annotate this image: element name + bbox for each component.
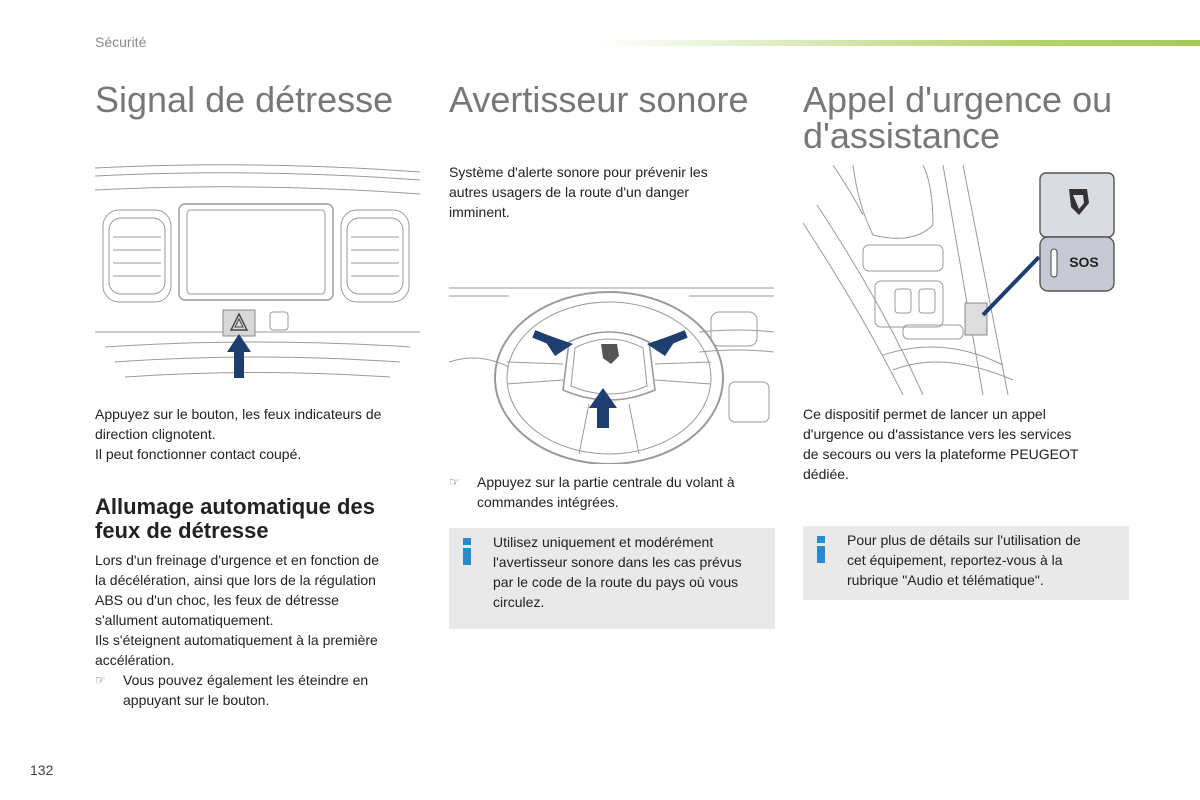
horn-info-box [449,528,775,629]
section-label: Sécurité [95,34,147,50]
dashboard-hazard-illustration [95,162,420,394]
sos-label: SOS [1069,254,1099,270]
arrow-icon [647,330,688,356]
steering-wheel-illustration [449,272,774,464]
hand-pointer-icon: ☞ [449,475,460,489]
hazard-description: Appuyez sur le bouton, les feux indicateurs de direction clignotent. Il peut fonctionner contact coupé. [95,406,382,462]
horn-intro: Système d'alerte sonore pour prévenir les autres usagers de la route d'un danger imminent. [449,164,708,220]
horn-bullet [449,472,735,512]
title-appel-urgence: Appel d'urgence ou d'assistance [803,79,1113,156]
hand-pointer-icon: ☞ [95,673,106,687]
title-avertisseur-sonore: Avertisseur sonore [449,79,749,120]
page-number: 132 [30,762,54,778]
peugeot-lion-icon [601,344,619,364]
sos-console-illustration [803,165,1128,395]
bullet-item: ☞ Vous pouvez également les éteindre en appuyant sur le bouton. [95,672,369,708]
arrow-icon [532,330,573,356]
arrow-icon [227,334,251,378]
auto-hazard-description: Lors d'un freinage d'urgence et en fonction de la décélération, ainsi que lors de la régulation ABS ou d'un choc, les feux de détresse s'allument automatiquement. Ils s'éteignent automatiquement à la première accélération. ☞ Vous pouvez également les éteindre en appuyant sur le bouton. [95,552,379,708]
info-icon [817,536,826,563]
info-icon [463,538,472,565]
subtitle-allumage-automatique: Allumage automatique des feux de détresse [95,494,375,543]
horn-info-text: Utilisez uniquement et modérément l'avertisseur sonore dans les cas prévus par le code de la route du pays où vous circulez. [493,534,742,610]
sos-info-box [803,526,1129,600]
sos-description: Ce dispositif permet de lancer un appel d'urgence ou d'assistance vers les services de secours ou vers la plateforme PEUGEOT dédiée. [803,406,1079,482]
header-accent-bar [600,40,1200,46]
title-signal-detresse: Signal de détresse [95,79,394,120]
bullet-item: ☞ Appuyez sur la partie centrale du volant à commandes intégrées. [449,474,735,510]
sos-info-text: Pour plus de détails sur l'utilisation de cet équipement, reportez-vous à la rubrique "Audio et télématique". [847,532,1081,588]
